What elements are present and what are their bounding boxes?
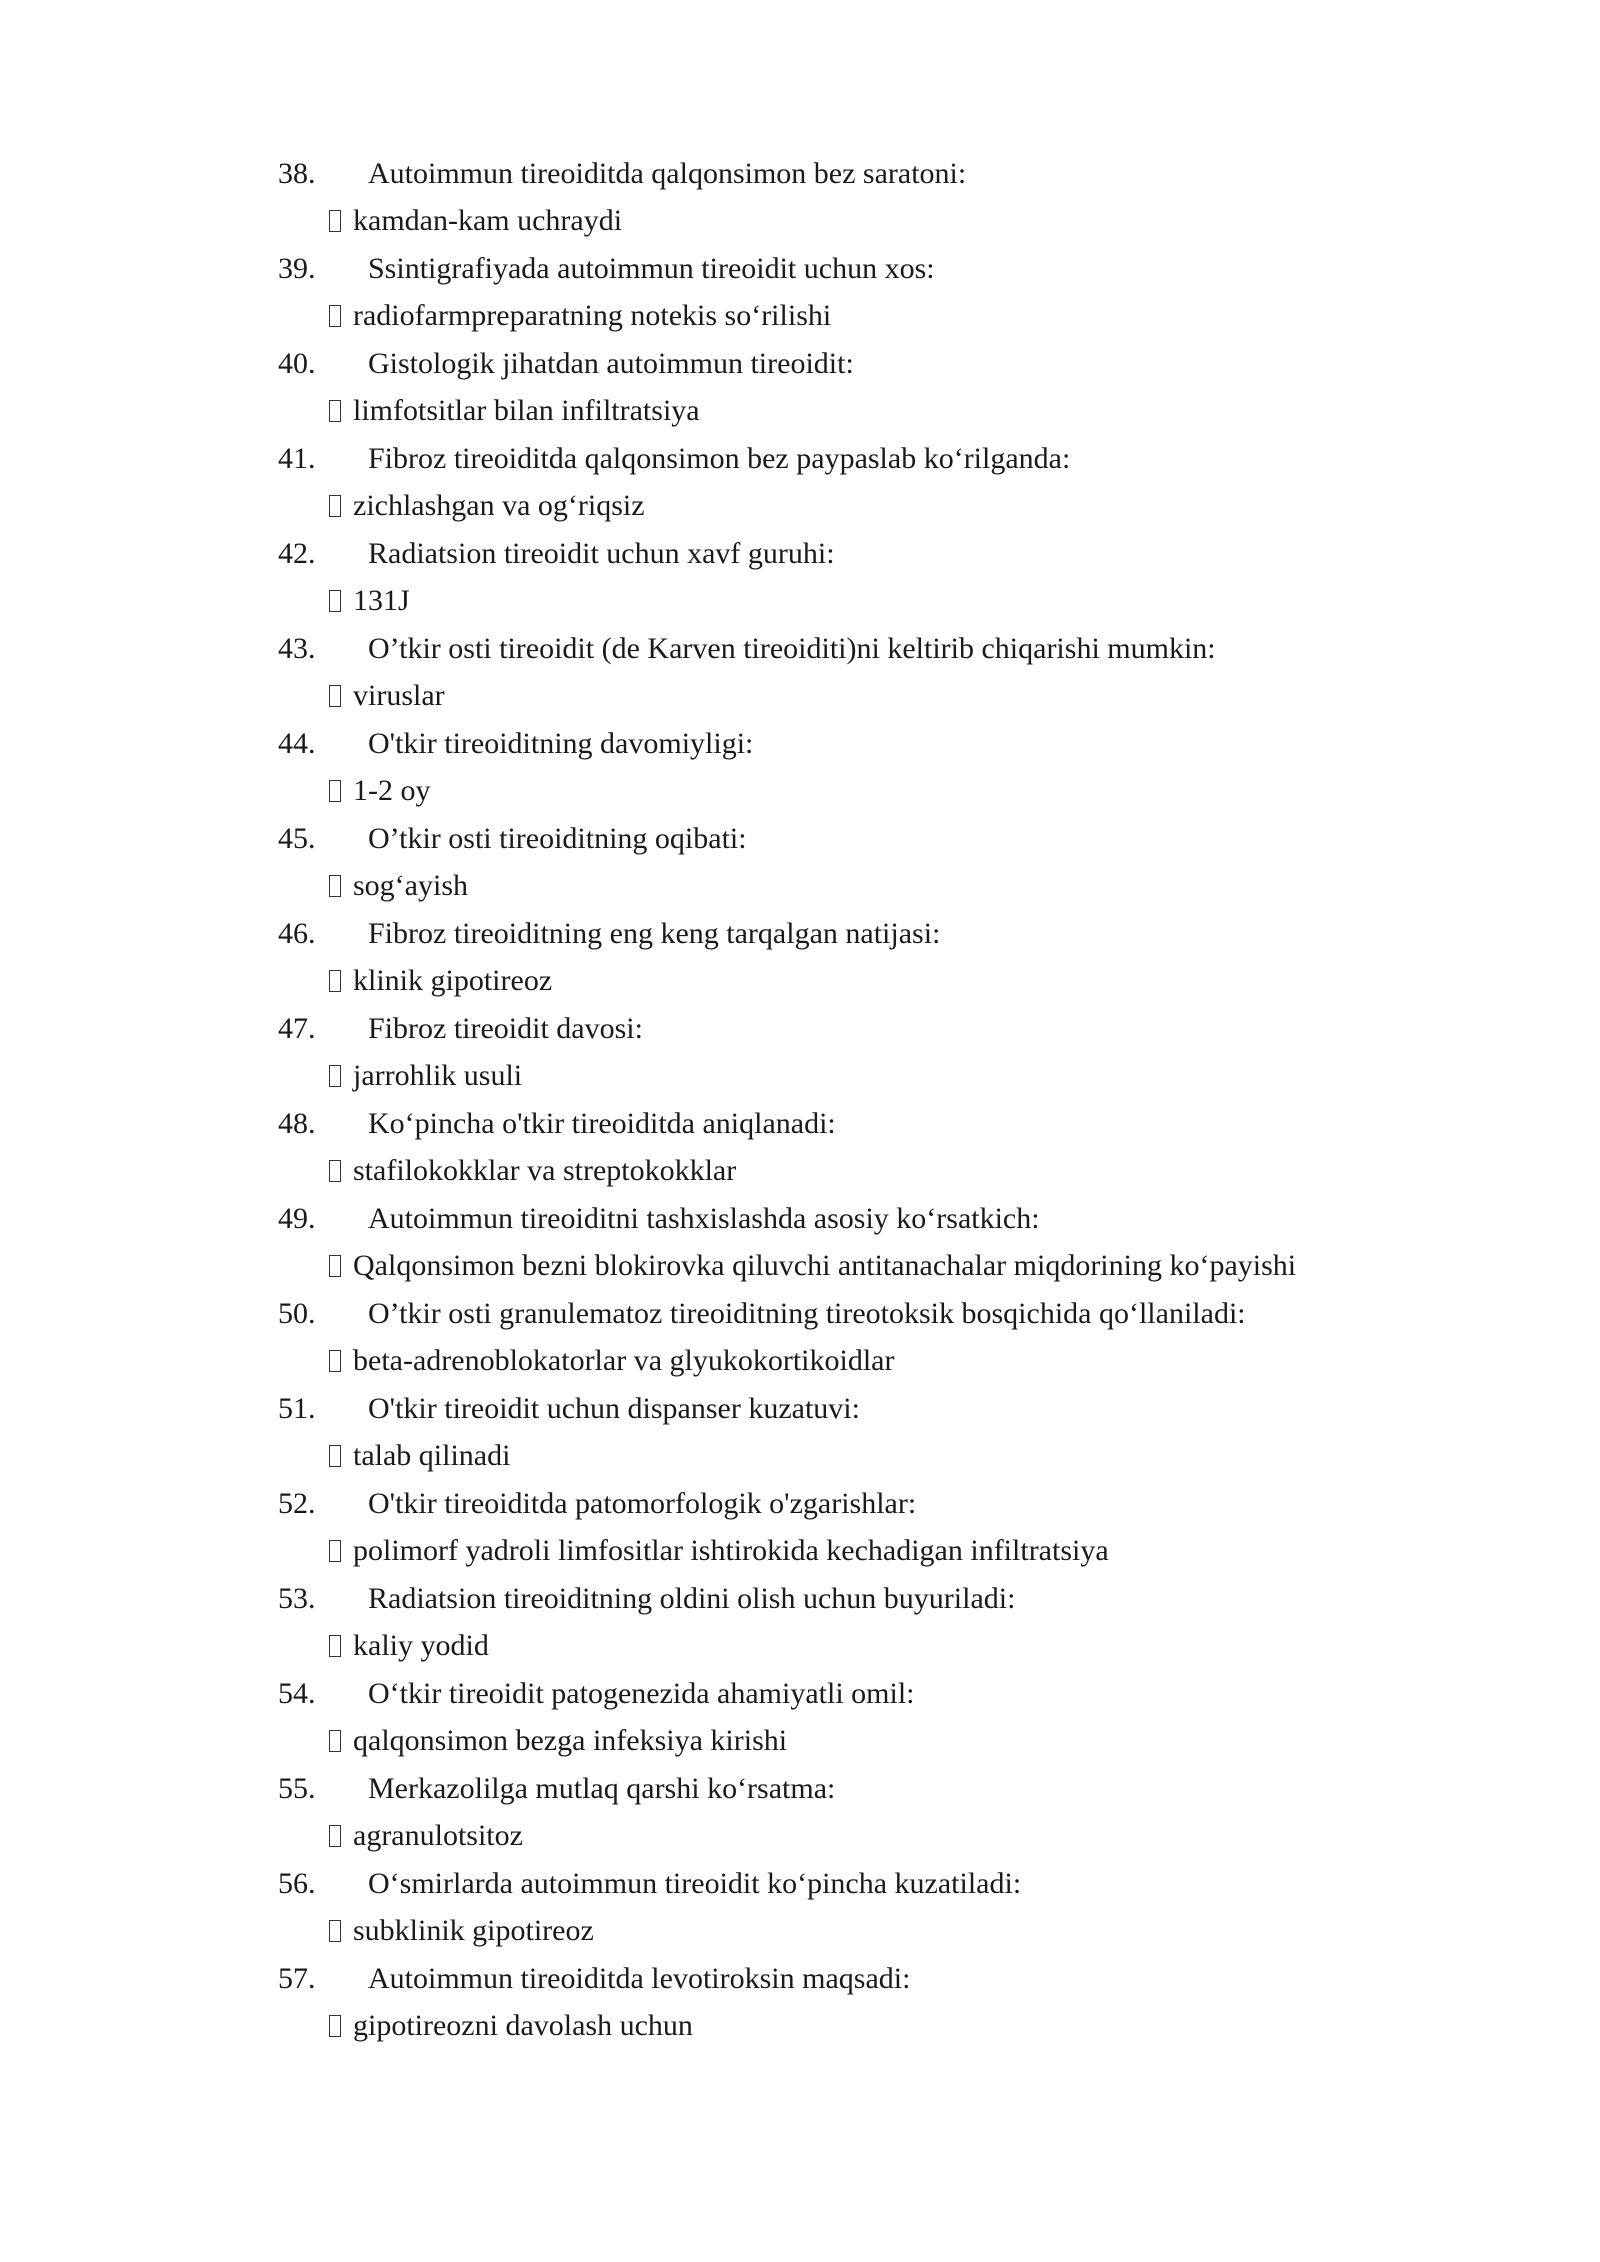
- missing-glyph-box-icon: [329, 590, 341, 612]
- missing-glyph-box-icon: [329, 1540, 341, 1562]
- missing-glyph-box-icon: [329, 400, 341, 422]
- question-number: 47.: [278, 1012, 316, 1045]
- question-number: 38.: [278, 157, 316, 190]
- question-number: 49.: [278, 1202, 316, 1235]
- question-row: [0, 815, 1600, 862]
- answer-text: Qalqonsimon bezni blokirovka qiluvchi antitanachalar miqdorining ko‘payishi: [353, 1249, 1297, 1282]
- answer-text: klinik gipotireoz: [353, 964, 553, 997]
- answer-text: polimorf yadroli limfositlar ishtirokida kechadigan infiltratsiya: [353, 1534, 1109, 1567]
- question-text: O'tkir tireoiditda patomorfologik o'zgarishlar:: [368, 1487, 917, 1520]
- question-text: O‘smirlarda autoimmun tireoidit ko‘pincha kuzatiladi:: [368, 1867, 1022, 1900]
- question-row: [0, 1670, 1600, 1717]
- question-item: [0, 1195, 1600, 1290]
- question-item: [0, 1005, 1600, 1100]
- question-number: 45.: [278, 822, 316, 855]
- question-text: O’tkir osti tireoiditning oqibati:: [368, 822, 747, 855]
- question-row: [0, 1480, 1600, 1527]
- question-number: 42.: [278, 537, 316, 570]
- answer-text: gipotireozni davolash uchun: [353, 2009, 693, 2042]
- question-text: Radiatsion tireoiditning oldini olish uchun buyuriladi:: [368, 1582, 1016, 1615]
- question-number: 53.: [278, 1582, 316, 1615]
- missing-glyph-box-icon: [329, 875, 341, 897]
- answer-row: [0, 767, 1600, 815]
- answer-text: radiofarmpreparatning notekis so‘rilishi: [353, 299, 832, 332]
- question-row: [0, 1955, 1600, 2002]
- answer-row: [0, 292, 1600, 340]
- answer-text: agranulotsitoz: [353, 1819, 523, 1852]
- question-item: [0, 1575, 1600, 1670]
- answer-row: [0, 1907, 1600, 1955]
- question-number: 51.: [278, 1392, 316, 1425]
- question-item: [0, 150, 1600, 245]
- question-item: [0, 1480, 1600, 1575]
- question-number: 52.: [278, 1487, 316, 1520]
- question-item: [0, 1670, 1600, 1765]
- missing-glyph-box-icon: [329, 1065, 341, 1087]
- question-number: 39.: [278, 252, 316, 285]
- answer-row: [0, 197, 1600, 245]
- question-row: [0, 340, 1600, 387]
- answer-row: [0, 672, 1600, 720]
- question-text: Merkazolilga mutlaq qarshi ko‘rsatma:: [368, 1772, 836, 1805]
- question-text: Autoimmun tireoiditda levotiroksin maqsadi:: [368, 1962, 911, 1995]
- question-number: 41.: [278, 442, 316, 475]
- missing-glyph-box-icon: [329, 1920, 341, 1942]
- answer-text: talab qilinadi: [353, 1439, 511, 1472]
- answer-row: [0, 862, 1600, 910]
- answer-row: [0, 482, 1600, 530]
- question-item: [0, 625, 1600, 720]
- question-text: O’tkir osti granulematoz tireoiditning tireotoksik bosqichida qo‘llaniladi:: [368, 1297, 1246, 1330]
- answer-text: sog‘ayish: [353, 869, 468, 902]
- answer-text: jarrohlik usuli: [353, 1059, 523, 1092]
- answer-row: [0, 1337, 1600, 1385]
- answer-row: [0, 387, 1600, 435]
- question-number: 40.: [278, 347, 316, 380]
- question-row: [0, 435, 1600, 482]
- answer-text: qalqonsimon bezga infeksiya kirishi: [353, 1724, 788, 1757]
- question-number: 56.: [278, 1867, 316, 1900]
- question-item: [0, 1860, 1600, 1955]
- answer-text: beta-adrenoblokatorlar va glyukokortikoidlar: [353, 1344, 895, 1377]
- question-item: [0, 1290, 1600, 1385]
- question-row: [0, 910, 1600, 957]
- answer-row: [0, 1622, 1600, 1670]
- question-row: [0, 1765, 1600, 1812]
- question-number: 50.: [278, 1297, 316, 1330]
- question-text: Autoimmun tireoiditda qalqonsimon bez saratoni:: [368, 157, 967, 190]
- answer-row: [0, 1812, 1600, 1860]
- answer-text: 1-2 oy: [353, 774, 431, 807]
- missing-glyph-box-icon: [329, 495, 341, 517]
- missing-glyph-box-icon: [329, 1635, 341, 1657]
- question-item: [0, 435, 1600, 530]
- question-item: [0, 1765, 1600, 1860]
- question-number: 46.: [278, 917, 316, 950]
- answer-text: 131J: [353, 584, 410, 617]
- question-item: [0, 1955, 1600, 2050]
- missing-glyph-box-icon: [329, 2015, 341, 2037]
- answer-row: [0, 957, 1600, 1005]
- question-text: O‘tkir tireoidit patogenezida ahamiyatli omil:: [368, 1677, 915, 1710]
- answer-row: [0, 1527, 1600, 1575]
- question-item: [0, 340, 1600, 435]
- answer-row: [0, 2002, 1600, 2050]
- question-text: Fibroz tireoiditda qalqonsimon bez paypaslab ko‘rilganda:: [368, 442, 1071, 475]
- question-text: Fibroz tireoiditning eng keng tarqalgan natijasi:: [368, 917, 941, 950]
- question-number: 54.: [278, 1677, 316, 1710]
- answer-text: subklinik gipotireoz: [353, 1914, 594, 1947]
- question-row: [0, 1385, 1600, 1432]
- question-number: 44.: [278, 727, 316, 760]
- question-row: [0, 245, 1600, 292]
- question-row: [0, 720, 1600, 767]
- question-text: Gistologik jihatdan autoimmun tireoidit:: [368, 347, 854, 380]
- question-item: [0, 1385, 1600, 1480]
- question-row: [0, 1290, 1600, 1337]
- question-row: [0, 1195, 1600, 1242]
- question-text: Fibroz tireoidit davosi:: [368, 1012, 643, 1045]
- question-number: 55.: [278, 1772, 316, 1805]
- question-text: Ssintigrafiyada autoimmun tireoidit uchun xos:: [368, 252, 935, 285]
- answer-row: [0, 1242, 1600, 1290]
- question-row: [0, 1100, 1600, 1147]
- missing-glyph-box-icon: [329, 1255, 341, 1277]
- question-row: [0, 1005, 1600, 1052]
- missing-glyph-box-icon: [329, 1445, 341, 1467]
- missing-glyph-box-icon: [329, 1825, 341, 1847]
- missing-glyph-box-icon: [329, 685, 341, 707]
- question-list: [0, 150, 1600, 2050]
- question-item: [0, 720, 1600, 815]
- question-row: [0, 1860, 1600, 1907]
- question-item: [0, 910, 1600, 1005]
- question-item: [0, 530, 1600, 625]
- question-text: Autoimmun tireoiditni tashxislashda asosiy ko‘rsatkich:: [368, 1202, 1040, 1235]
- question-number: 48.: [278, 1107, 316, 1140]
- answer-text: kaliy yodid: [353, 1629, 489, 1662]
- answer-row: [0, 1717, 1600, 1765]
- question-item: [0, 815, 1600, 910]
- answer-text: zichlashgan va og‘riqsiz: [353, 489, 645, 522]
- question-item: [0, 1100, 1600, 1195]
- missing-glyph-box-icon: [329, 1350, 341, 1372]
- question-text: Radiatsion tireoidit uchun xavf guruhi:: [368, 537, 835, 570]
- question-row: [0, 150, 1600, 197]
- question-row: [0, 530, 1600, 577]
- question-row: [0, 625, 1600, 672]
- answer-row: [0, 1147, 1600, 1195]
- missing-glyph-box-icon: [329, 780, 341, 802]
- answer-text: limfotsitlar bilan infiltratsiya: [353, 394, 700, 427]
- question-text: Ko‘pincha o'tkir tireoiditda aniqlanadi:: [368, 1107, 836, 1140]
- question-row: [0, 1575, 1600, 1622]
- answer-row: [0, 577, 1600, 625]
- question-text: O'tkir tireoidit uchun dispanser kuzatuvi:: [368, 1392, 860, 1425]
- answer-row: [0, 1052, 1600, 1100]
- question-text: O’tkir osti tireoidit (de Karven tireoiditi)ni keltirib chiqarishi mumkin:: [368, 632, 1216, 665]
- missing-glyph-box-icon: [329, 305, 341, 327]
- answer-text: kamdan-kam uchraydi: [353, 204, 623, 237]
- missing-glyph-box-icon: [329, 1730, 341, 1752]
- question-item: [0, 245, 1600, 340]
- question-number: 57.: [278, 1962, 316, 1995]
- question-text: O'tkir tireoiditning davomiyligi:: [368, 727, 754, 760]
- missing-glyph-box-icon: [329, 210, 341, 232]
- answer-text: viruslar: [353, 679, 445, 712]
- question-number: 43.: [278, 632, 316, 665]
- answer-text: stafilokokklar va streptokokklar: [353, 1154, 737, 1187]
- missing-glyph-box-icon: [329, 1160, 341, 1182]
- missing-glyph-box-icon: [329, 970, 341, 992]
- answer-row: [0, 1432, 1600, 1480]
